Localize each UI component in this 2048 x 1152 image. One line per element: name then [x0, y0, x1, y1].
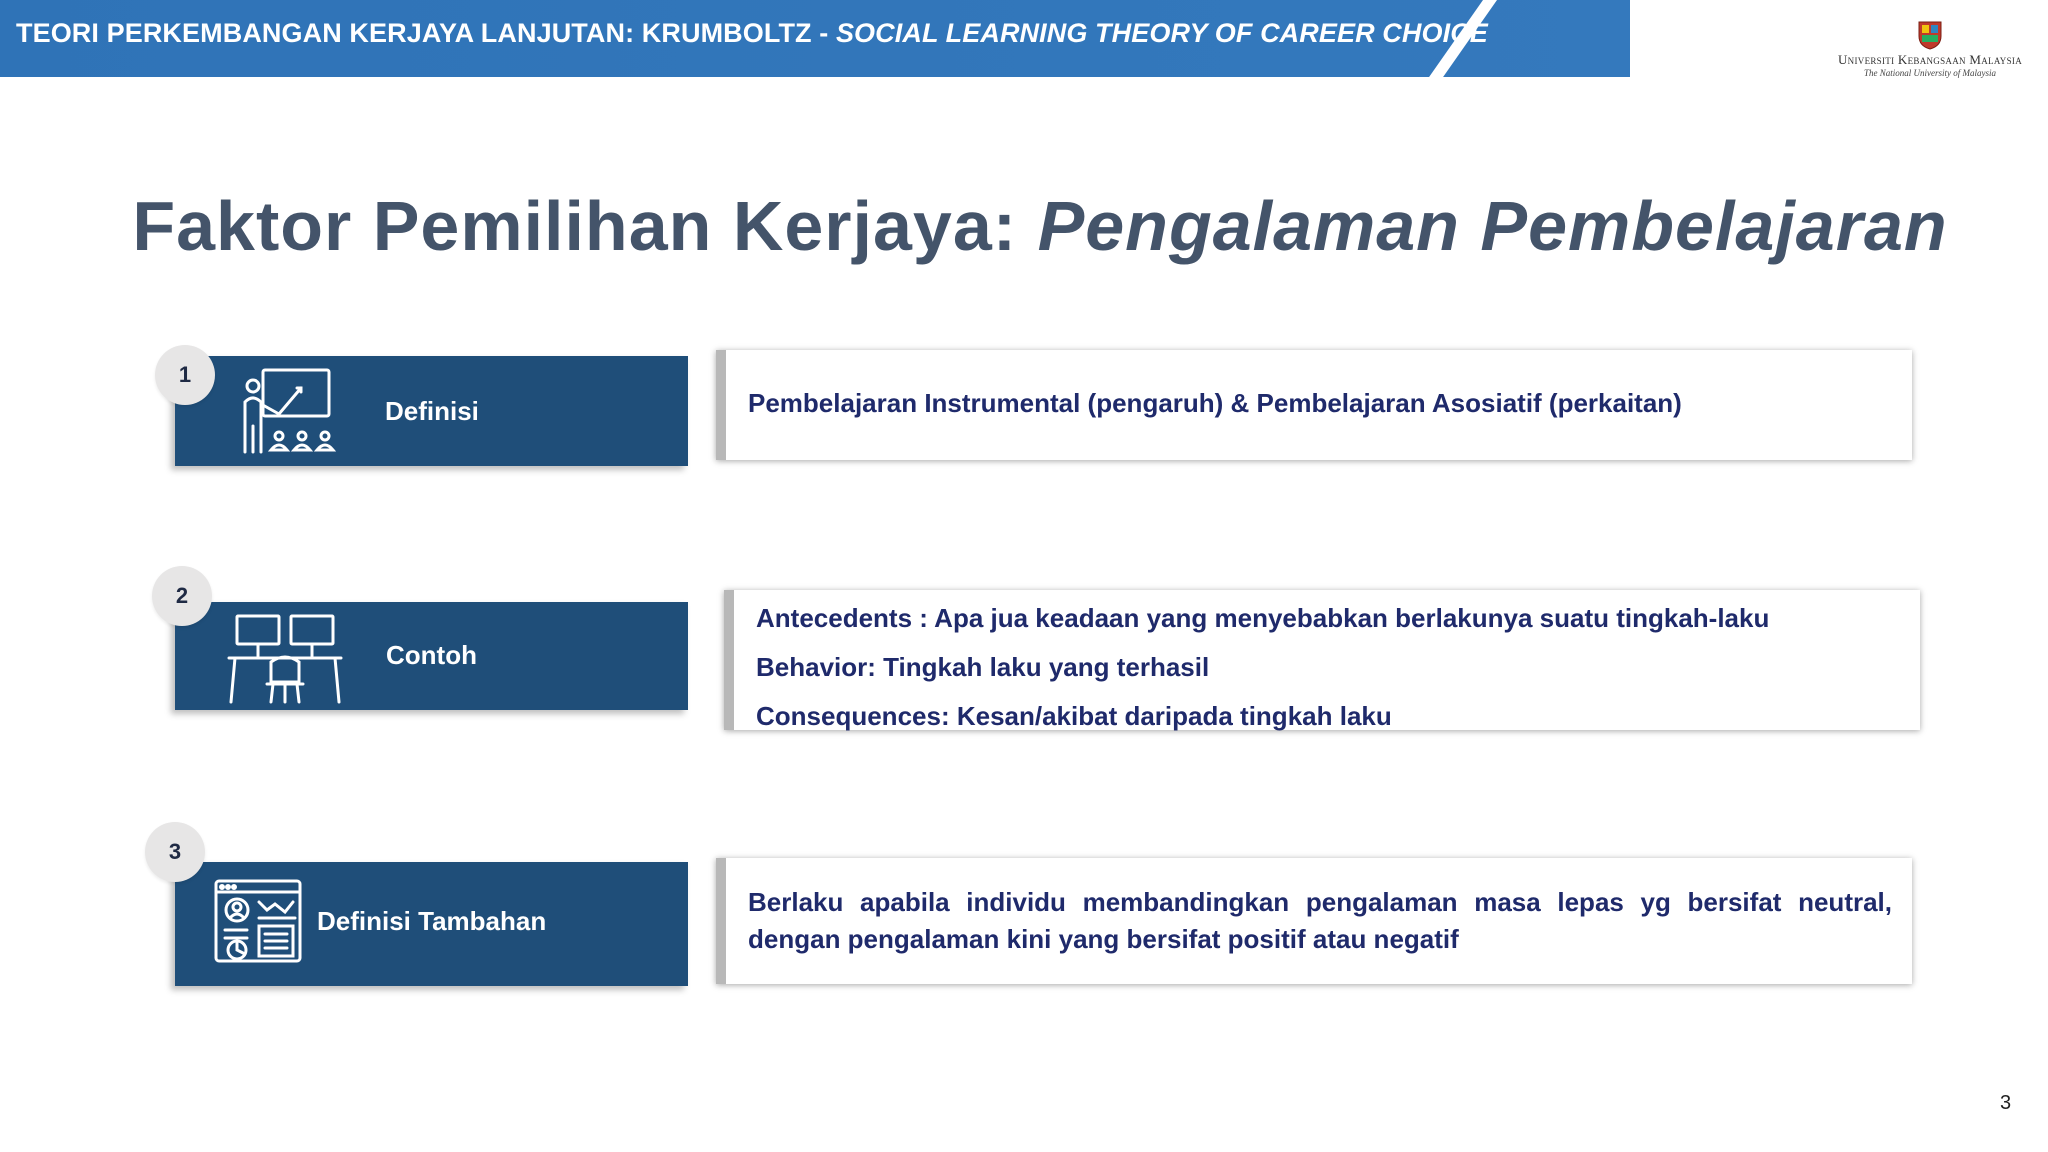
- row-1-label-box: [175, 356, 688, 466]
- row-2-label: Contoh: [386, 640, 477, 670]
- row-1-content-box: [716, 350, 1912, 460]
- title-plain: Faktor Pemilihan Kerjaya:: [132, 187, 1038, 265]
- row-3-label: Definisi Tambahan: [317, 906, 547, 936]
- header-bar: [0, 0, 1630, 77]
- row-2-content-line-3: Consequences: Kesan/akibat daripada tingkah laku: [756, 701, 1392, 731]
- row-3-label-box: [175, 862, 688, 986]
- row-3-content-box: [716, 858, 1912, 984]
- row-1-number-badge: 1: [155, 345, 215, 405]
- row-1-content-line: Pembelajaran Instrumental (pengaruh) & Pembelajaran Asosiatif (perkaitan): [748, 388, 1682, 418]
- workstation-desk-icon: [227, 612, 343, 704]
- title-italic: Pengalaman Pembelajaran: [1037, 187, 1948, 265]
- row-1-label: Definisi: [385, 396, 479, 426]
- logo-tagline: The National University of Malaysia: [1864, 68, 1996, 78]
- row-2-content-line-1: Antecedents : Apa jua keadaan yang menyebabkan berlakunya suatu tingkah-laku: [756, 603, 1770, 633]
- row-3-number-badge: 3: [145, 822, 205, 882]
- header-title-plain: TEORI PERKEMBANGAN KERJAYA LANJUTAN: KRUMBOLTZ -: [16, 18, 836, 48]
- row-2-number-badge: 2: [152, 566, 212, 626]
- logo-university-name: Universiti Kebangsaan Malaysia: [1837, 52, 2022, 67]
- row-2-label-box: [175, 602, 688, 710]
- row-2-content-box: [724, 590, 1920, 730]
- row-2-content-line-2: Behavior: Tingkah laku yang terhasil: [756, 652, 1210, 682]
- university-logo: [1835, 20, 2025, 90]
- crest-icon: [1917, 20, 1943, 50]
- header-title-italic: SOCIAL LEARNING THEORY OF CAREER CHOICE: [835, 18, 1488, 48]
- page-title: [0, 186, 2048, 266]
- teacher-presentation-icon: [239, 366, 341, 456]
- header-title: [16, 18, 1488, 49]
- row-3-content-line: Berlaku apabila individu membandingkan pengalaman masa lepas yg bersifat neutral, dengan pengalaman kini yang bersifat positif atau negatif: [748, 887, 1892, 954]
- page-number: 3: [2000, 1092, 2012, 1114]
- profile-dashboard-icon: [213, 878, 303, 964]
